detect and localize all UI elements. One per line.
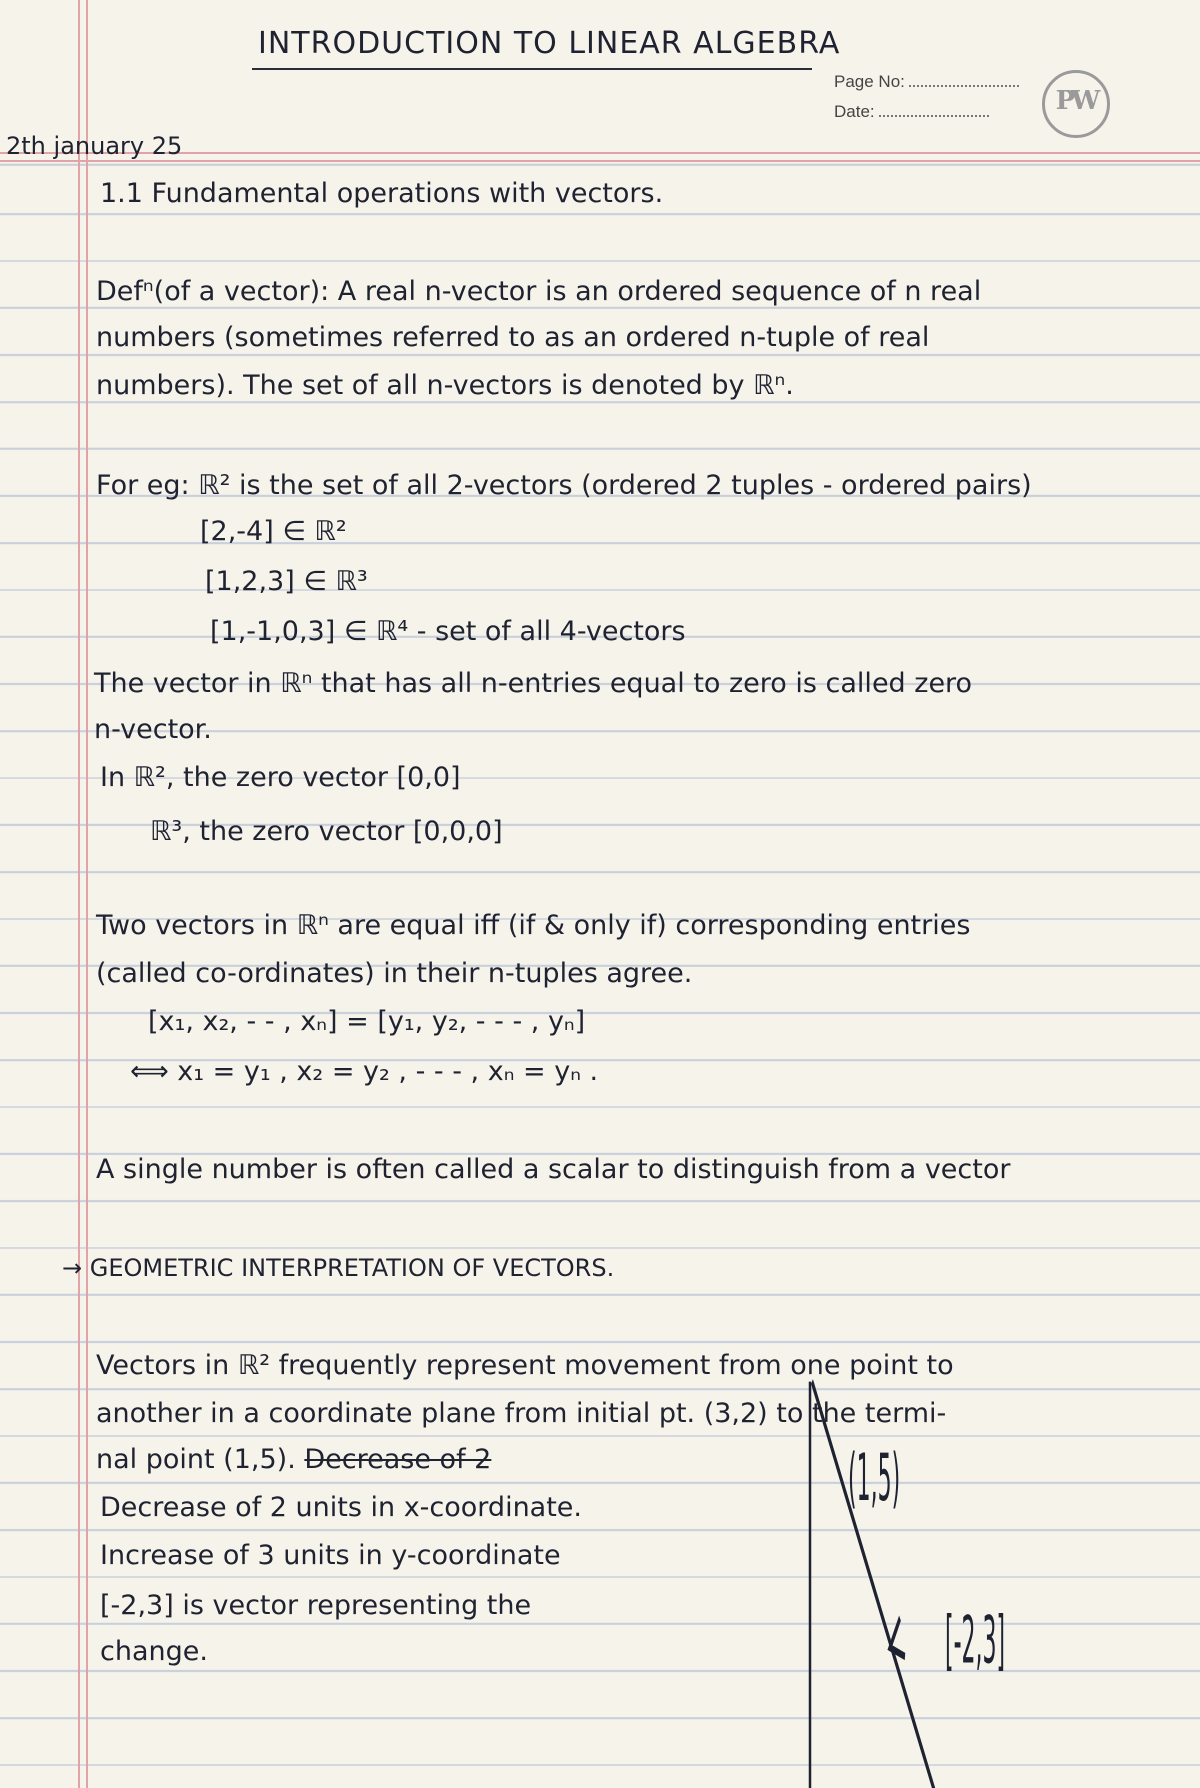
- geometric-line: [-2,3] is vector representing the: [100, 1590, 532, 1621]
- zero-vector-line: The vector in ℝⁿ that has all n-entries equal to zero is called zero: [94, 668, 973, 699]
- section-heading: 1.1 Fundamental operations with vectors.: [100, 178, 664, 209]
- geometric-line: Decrease of 2 units in x-coordinate.: [100, 1492, 583, 1523]
- example-line: For eg: ℝ² is the set of all 2-vectors (ordered 2 tuples - ordered pairs): [96, 470, 1032, 501]
- geometric-line: another in a coordinate plane from initial pt. (3,2) to the termi-: [96, 1398, 947, 1429]
- zero-vector-line: In ℝ², the zero vector [0,0]: [100, 762, 461, 793]
- page-title: INTRODUCTION TO LINEAR ALGEBRA: [258, 26, 841, 61]
- pw-logo: PW: [1042, 70, 1110, 138]
- equality-equation: ⟺ x₁ = y₁ , x₂ = y₂ , - - - , xₙ = yₙ .: [130, 1056, 599, 1087]
- page-number-label: Page No:: [834, 72, 905, 91]
- geometric-line: [96, 1444, 491, 1475]
- terminal-point-label: (1,5): [848, 1440, 901, 1516]
- scalar-line: A single number is often called a scalar to distinguish from a vector: [96, 1154, 1011, 1185]
- geometric-line: Vectors in ℝ² frequently represent movement from one point to: [96, 1350, 954, 1381]
- date-field: [834, 102, 989, 122]
- definition-line: numbers). The set of all n-vectors is denoted by ℝⁿ.: [96, 370, 794, 401]
- geometric-heading: → GEOMETRIC INTERPRETATION OF VECTORS.: [62, 1254, 615, 1282]
- title-underline: [252, 68, 812, 70]
- page-number-blank: [909, 85, 1019, 87]
- vector-diagram: [760, 1352, 1090, 1692]
- date-blank: [879, 115, 989, 117]
- geometric-line-text: nal point (1,5).: [96, 1444, 296, 1475]
- margin-line: [86, 0, 88, 1788]
- example-line: [1,-1,0,3] ∈ ℝ⁴ - set of all 4-vectors: [210, 616, 686, 647]
- vector-label: [-2,3]: [945, 1603, 1006, 1679]
- equality-equation: [x₁, x₂, - - , xₙ] = [y₁, y₂, - - - , yₙ]: [148, 1006, 586, 1037]
- handwritten-date: 2th january 25: [6, 132, 183, 160]
- definition-line: numbers (sometimes referred to as an ordered n-tuple of real: [96, 322, 930, 353]
- example-line: [2,-4] ∈ ℝ²: [200, 516, 347, 547]
- header-rule: [0, 160, 1200, 162]
- zero-vector-line: ℝ³, the zero vector [0,0,0]: [150, 816, 503, 847]
- date-label: Date:: [834, 102, 875, 121]
- margin-line: [78, 0, 80, 1788]
- arrow-head: [890, 1618, 905, 1656]
- example-line: [1,2,3] ∈ ℝ³: [205, 566, 368, 597]
- equality-line: (called co-ordinates) in their n-tuples agree.: [96, 958, 693, 989]
- equality-line: Two vectors in ℝⁿ are equal iff (if & only if) corresponding entries: [96, 910, 971, 941]
- page-number-field: [834, 72, 1019, 92]
- geometric-line: Increase of 3 units in y-coordinate: [100, 1540, 561, 1571]
- struck-out-text: Decrease of 2: [304, 1444, 492, 1475]
- zero-vector-line: n-vector.: [94, 714, 212, 745]
- geometric-line: change.: [100, 1636, 208, 1667]
- definition-line: Defⁿ(of a vector): A real n-vector is an ordered sequence of n real: [96, 276, 982, 307]
